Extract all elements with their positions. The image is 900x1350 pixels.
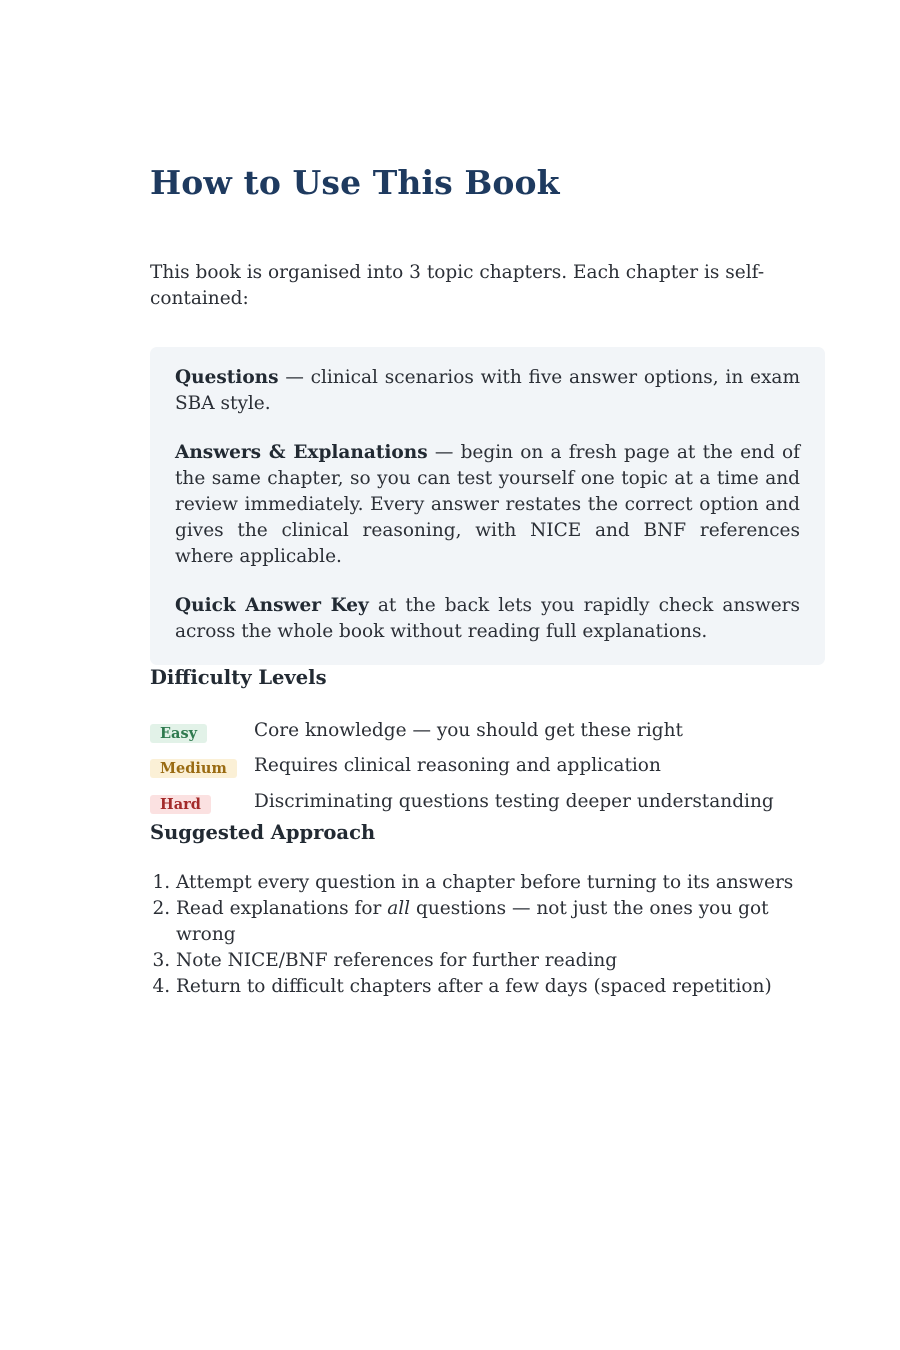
difficulty-heading: Difficulty Levels [150, 666, 327, 689]
info-box [150, 347, 825, 665]
content [150, 158, 825, 1000]
info-text: — clinical scenarios with five answer options, in exam SBA style. [175, 367, 800, 414]
list-item: 1. Attempt every question in a chapter before turning to its answers [176, 870, 825, 896]
info-answers [175, 440, 800, 570]
info-answer-key [175, 593, 800, 645]
list-item: 2. Read explanations for all questions — not just the ones you got wrong [176, 896, 825, 948]
info-term: Answers & Explanations [175, 442, 428, 463]
list-item: 4. Return to difficult chapters after a few days (spaced repetition) [176, 974, 825, 1000]
intro-text: This book is organised into 3 topic chapters. Each chapter is self-contained: [150, 262, 765, 309]
page-title: How to Use This Book [150, 163, 560, 202]
info-term: Questions [175, 367, 279, 388]
medium-badge: Medium [150, 759, 237, 778]
easy-badge: Easy [150, 724, 207, 743]
info-questions [175, 365, 800, 417]
medium-description: Requires clinical reasoning and application [254, 755, 661, 777]
difficulty-row-easy [150, 713, 825, 749]
difficulty-row-hard [150, 784, 825, 820]
approach-list [150, 870, 825, 1000]
info-text: at the back lets you rapidly check answers across the whole book without reading full explanations. [175, 595, 800, 642]
info-text: — begin on a fresh page at the end of the same chapter, so you can test yourself one topic at a time and review immediately. Every answer restates the correct option and gives the clinical reasoning, with NICE and BNF references where applicable. [175, 442, 801, 567]
easy-description: Core knowledge — you should get these right [254, 719, 683, 741]
info-term: Quick Answer Key [175, 595, 369, 616]
difficulty-list [150, 713, 825, 820]
hard-badge: Hard [150, 795, 211, 814]
list-item: 3. Note NICE/BNF references for further reading [176, 948, 825, 974]
approach-heading: Suggested Approach [150, 820, 376, 844]
hard-description: Discriminating questions testing deeper understanding [254, 790, 774, 812]
difficulty-row-medium [150, 749, 825, 785]
